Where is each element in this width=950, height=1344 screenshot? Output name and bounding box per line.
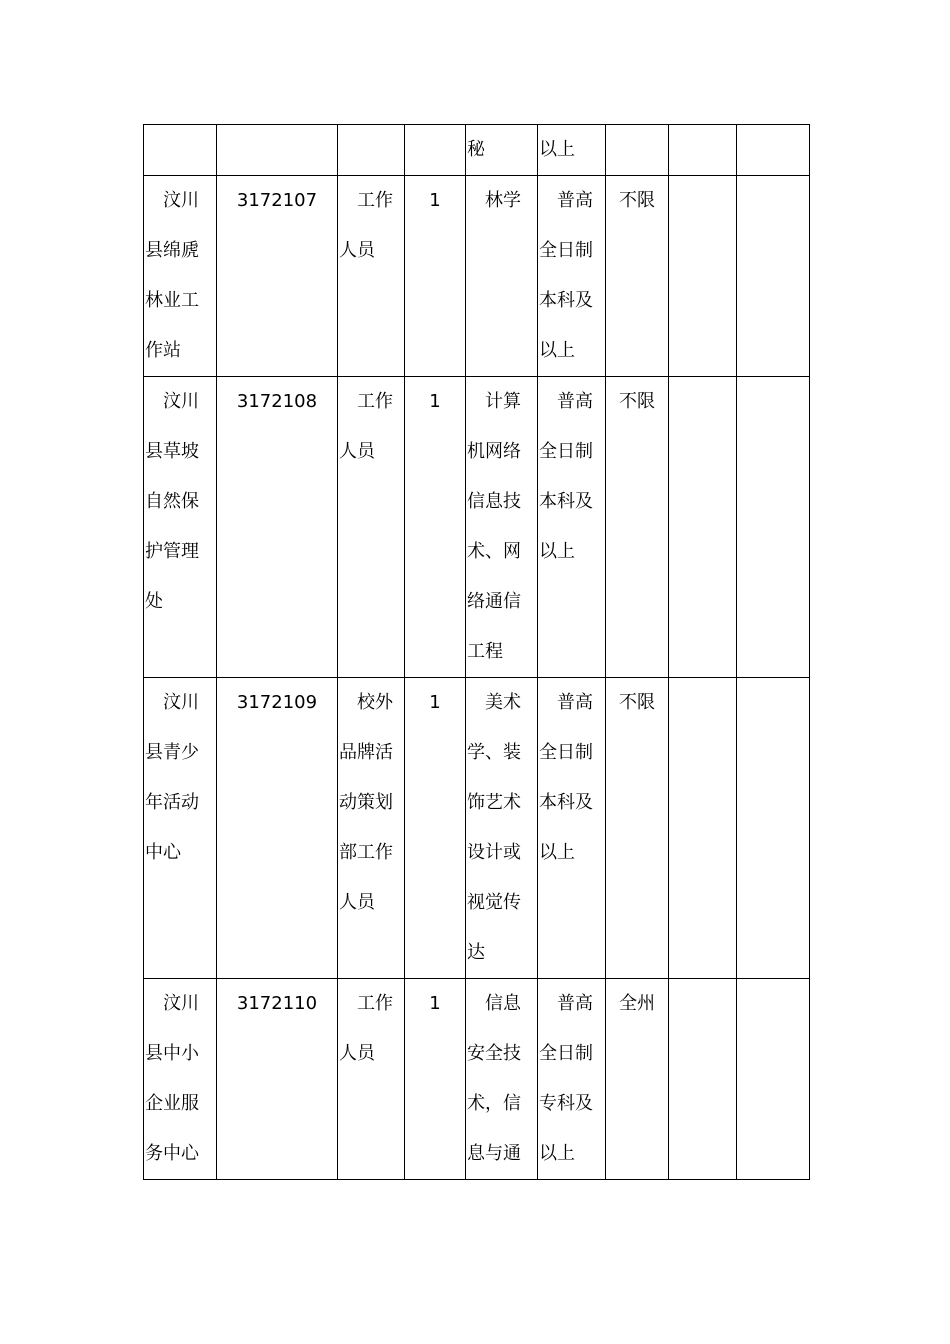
table-row bbox=[144, 125, 810, 176]
unit-cell: 汶川县绵虒林业工作站 bbox=[144, 176, 217, 377]
region-cell: 全州 bbox=[606, 979, 669, 1180]
education-cell: 普高全日制本科及以上 bbox=[538, 176, 606, 377]
unit-cell bbox=[144, 125, 217, 176]
code-cell: 3172109 bbox=[217, 678, 338, 979]
count-cell: 1 bbox=[405, 678, 466, 979]
unit-cell: 汶川县青少年活动中心 bbox=[144, 678, 217, 979]
unit-cell: 汶川县中小企业服务中心 bbox=[144, 979, 217, 1180]
table-row bbox=[144, 678, 810, 979]
position-cell bbox=[338, 125, 405, 176]
count-cell: 1 bbox=[405, 979, 466, 1180]
education-cell: 普高全日制专科及以上 bbox=[538, 979, 606, 1180]
region-cell: 不限 bbox=[606, 377, 669, 678]
count-cell: 1 bbox=[405, 176, 466, 377]
position-cell: 工作人员 bbox=[338, 176, 405, 377]
major-cell: 林学 bbox=[466, 176, 538, 377]
extra-cell-1 bbox=[669, 176, 737, 377]
extra-cell-1 bbox=[669, 377, 737, 678]
major-cell: 美术学、装饰艺术设计或视觉传达 bbox=[466, 678, 538, 979]
major-cell: 计算机网络信息技术、网络通信工程 bbox=[466, 377, 538, 678]
education-cell: 以上 bbox=[538, 125, 606, 176]
region-cell bbox=[606, 125, 669, 176]
extra-cell-2 bbox=[737, 979, 810, 1180]
major-cell: 秘 bbox=[466, 125, 538, 176]
code-cell bbox=[217, 125, 338, 176]
extra-cell-1 bbox=[669, 678, 737, 979]
recruitment-table bbox=[143, 124, 810, 1180]
code-cell: 3172108 bbox=[217, 377, 338, 678]
extra-cell-1 bbox=[669, 125, 737, 176]
extra-cell-2 bbox=[737, 125, 810, 176]
code-cell: 3172107 bbox=[217, 176, 338, 377]
education-cell: 普高全日制本科及以上 bbox=[538, 377, 606, 678]
count-cell bbox=[405, 125, 466, 176]
table-row bbox=[144, 979, 810, 1180]
position-cell: 校外品牌活动策划部工作人员 bbox=[338, 678, 405, 979]
region-cell: 不限 bbox=[606, 678, 669, 979]
table-row bbox=[144, 176, 810, 377]
extra-cell-2 bbox=[737, 678, 810, 979]
extra-cell-2 bbox=[737, 377, 810, 678]
table-row bbox=[144, 377, 810, 678]
extra-cell-2 bbox=[737, 176, 810, 377]
position-cell: 工作人员 bbox=[338, 377, 405, 678]
region-cell: 不限 bbox=[606, 176, 669, 377]
major-cell: 信息安全技术，信息与通 bbox=[466, 979, 538, 1180]
code-cell: 3172110 bbox=[217, 979, 338, 1180]
position-cell: 工作人员 bbox=[338, 979, 405, 1180]
count-cell: 1 bbox=[405, 377, 466, 678]
unit-cell: 汶川县草坡自然保护管理处 bbox=[144, 377, 217, 678]
education-cell: 普高全日制本科及以上 bbox=[538, 678, 606, 979]
extra-cell-1 bbox=[669, 979, 737, 1180]
